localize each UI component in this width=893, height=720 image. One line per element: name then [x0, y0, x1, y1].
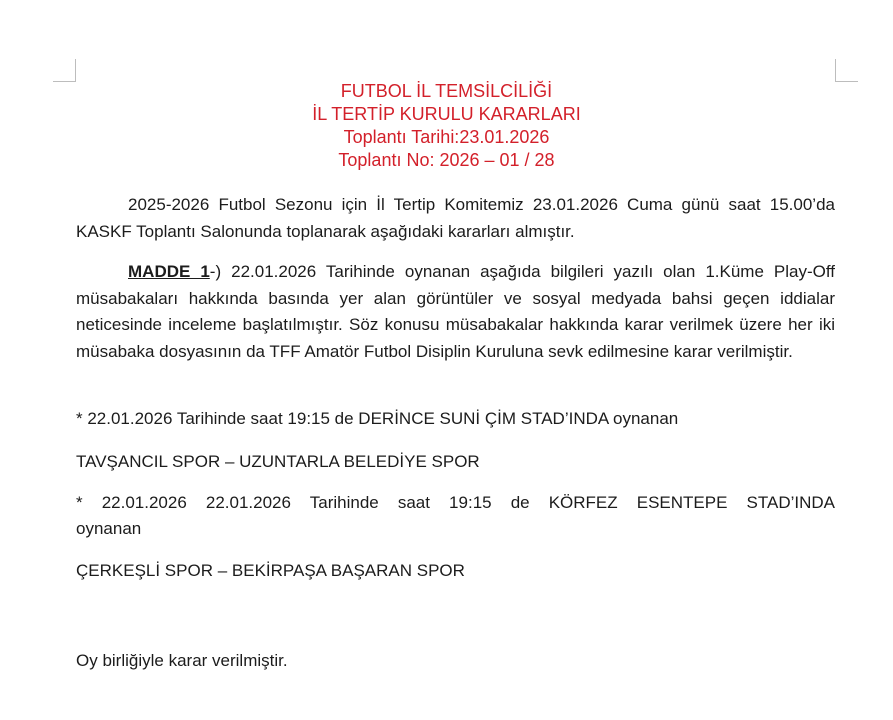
- match-1-teams: TAVŞANCIL SPOR – UZUNTARLA BELEDİYE SPOR: [76, 452, 480, 471]
- document-header: [0, 80, 893, 172]
- page-corner-mark-right: [835, 59, 858, 82]
- header-organization: FUTBOL İL TEMSİLCİLİĞİ: [340, 81, 553, 101]
- madde-1-paragraph: [76, 259, 835, 365]
- madde-1-label: MADDE 1: [128, 262, 210, 281]
- intro-paragraph: 2025-2026 Futbol Sezonu için İl Tertip Komitemiz 23.01.2026 Cuma günü saat 15.00’da KASKF Toplantı Salonunda toplanarak aşağıdaki kararları almıştır.: [76, 195, 835, 241]
- page-corner-mark-left: [53, 59, 76, 82]
- match-1-info: * 22.01.2026 Tarihinde saat 19:15 de DERİNCE SUNİ ÇİM STAD’INDA oynanan: [76, 409, 679, 428]
- match-2-info: [76, 490, 835, 517]
- header-meeting-date: Toplantı Tarihi:23.01.2026: [343, 127, 550, 147]
- match-2-teams: ÇERKEŞLİ SPOR – BEKİRPAŞA BAŞARAN SPOR: [76, 561, 465, 580]
- header-meeting-number: Toplantı No: 2026 – 01 / 28: [338, 150, 555, 170]
- match-2-info-line2: oynanan: [76, 519, 142, 538]
- closing-statement: Oy birliğiyle karar verilmiştir.: [76, 651, 288, 670]
- match-2-info-line1: * 22.01.2026 22.01.2026 Tarihinde saat 19:15 de KÖRFEZ ESENTEPE STAD’INDA: [76, 493, 835, 512]
- header-title: İL TERTİP KURULU KARARLARI: [312, 104, 581, 124]
- madde-1-text: -) 22.01.2026 Tarihinde oynanan aşağıda bilgileri yazılı olan 1.Küme Play-Off müsabakaları hakkında basında yer alan görüntüler ve sosyal medyada bahsi geçen iddialar neticesinde inceleme başlatılmıştır. Söz konusu müsabakalar hakkında karar verilmek üzere her iki müsabaka dosyasının da TFF Amatör Futbol Disiplin Kuruluna sevk edilmesine karar verilmiştir.: [76, 262, 835, 361]
